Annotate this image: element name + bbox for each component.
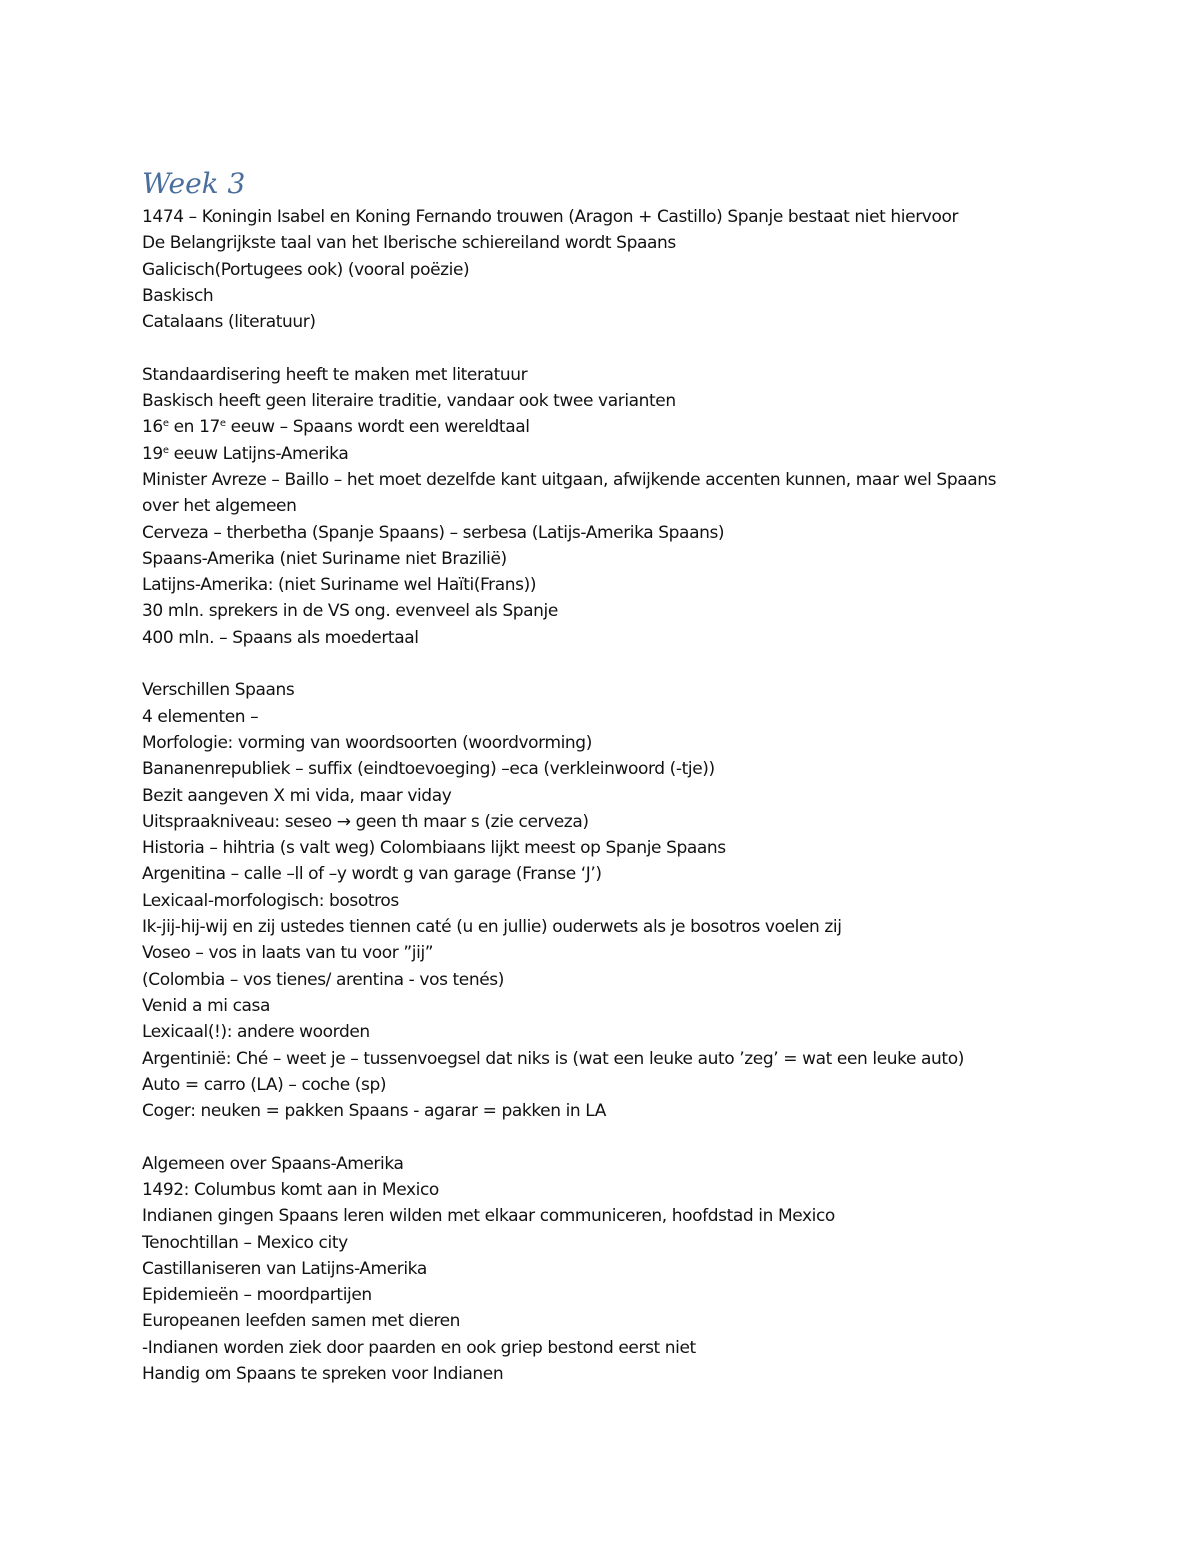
text-line: Standaardisering heeft te maken met literatuur: [142, 364, 528, 385]
text-line: 30 mln. sprekers in de VS ong. evenveel als Spanje: [142, 601, 558, 622]
text-line: Cerveza – therbetha (Spanje Spaans) – serbesa (Latijs-Amerika Spaans): [142, 522, 725, 543]
text-line: Catalaans (literatuur): [142, 312, 316, 333]
text-line: Bananenrepubliek – suffix (eindtoevoeging) –eca (verkleinwoord (-tje)): [142, 759, 715, 780]
text-line: Indianen gingen Spaans leren wilden met elkaar communiceren, hoofdstad in Mexico: [142, 1206, 835, 1227]
text-line: Venid a mi casa: [142, 995, 271, 1016]
text-line: Europeanen leefden samen met dieren: [142, 1311, 461, 1332]
text-line: 400 mln. – Spaans als moedertaal: [142, 627, 419, 648]
text-line: -Indianen worden ziek door paarden en ook griep bestond eerst niet: [142, 1337, 696, 1358]
text-line: Castillaniseren van Latijns-Amerika: [142, 1258, 427, 1279]
document-body: [142, 164, 1102, 1387]
text-line: Bezit aangeven X mi vida, maar viday: [142, 785, 452, 806]
text-line: over het algemeen: [142, 496, 297, 517]
text-line: Uitspraakniveau: seseo → geen th maar s (zie cerveza): [142, 811, 589, 832]
text-line: Verschillen Spaans: [142, 680, 295, 701]
text-line: Latijns-Amerika: (niet Suriname wel Haïti(Frans)): [142, 575, 537, 596]
text-line: Ik-jij-hij-wij en zij ustedes tiennen caté (u en jullie) ouderwets als je bosotros voelen zij: [142, 917, 842, 938]
text-line: Galicisch(Portugees ook) (vooral poëzie): [142, 259, 470, 280]
text-lines: [142, 204, 1102, 1387]
text-line: Morfologie: vorming van woordsoorten (woordvorming): [142, 732, 592, 753]
text-line: Argenitina – calle –ll of –y wordt g van garage (Franse ‘J’): [142, 864, 602, 885]
text-line: 19e eeuw Latijns-Amerika: [142, 443, 349, 464]
text-line: Voseo – vos in laats van tu voor ”jij”: [142, 943, 434, 964]
text-line: 1474 – Koningin Isabel en Koning Fernando trouwen (Aragon + Castillo) Spanje bestaat niet hiervoor: [142, 207, 959, 227]
text-line: Spaans-Amerika (niet Suriname niet Brazilië): [142, 548, 507, 569]
text-line: (Colombia – vos tienes/ arentina - vos tenés): [142, 969, 504, 990]
text-line: Baskisch: [142, 285, 214, 306]
text-line: Baskisch heeft geen literaire traditie, vandaar ook twee varianten: [142, 391, 676, 412]
text-line: De Belangrijkste taal van het Iberische schiereiland wordt Spaans: [142, 233, 676, 254]
text-line: Argentinië: Ché – weet je – tussenvoegsel dat niks is (wat een leuke auto ’zeg’ = wat een leuke auto): [142, 1048, 964, 1069]
text-line: Lexicaal(!): andere woorden: [142, 1022, 370, 1043]
page-title: Week 3: [142, 167, 246, 200]
text-line: Coger: neuken = pakken Spaans - agarar = pakken in LA: [142, 1101, 606, 1122]
text-line: Epidemieën – moordpartijen: [142, 1285, 372, 1306]
text-line: Algemeen over Spaans-Amerika: [142, 1153, 404, 1174]
text-line: Handig om Spaans te spreken voor Indianen: [142, 1364, 504, 1385]
text-line: Auto = carro (LA) – coche (sp): [142, 1074, 387, 1095]
blank-line: [142, 335, 1102, 361]
text-line: Historia – hihtria (s valt weg) Colombiaans lijkt meest op Spanje Spaans: [142, 838, 726, 859]
text-line: 4 elementen –: [142, 706, 259, 727]
text-line: Tenochtillan – Mexico city: [142, 1232, 348, 1253]
text-line: Lexicaal-morfologisch: bosotros: [142, 890, 399, 911]
text-line: 16e en 17e eeuw – Spaans wordt een wereldtaal: [142, 417, 530, 438]
text-line: 1492: Columbus komt aan in Mexico: [142, 1179, 439, 1200]
blank-line: [142, 651, 1102, 677]
blank-line: [142, 1124, 1102, 1150]
text-line: Minister Avreze – Baillo – het moet dezelfde kant uitgaan, afwijkende accenten kunnen, maar wel Spaans: [142, 469, 997, 490]
